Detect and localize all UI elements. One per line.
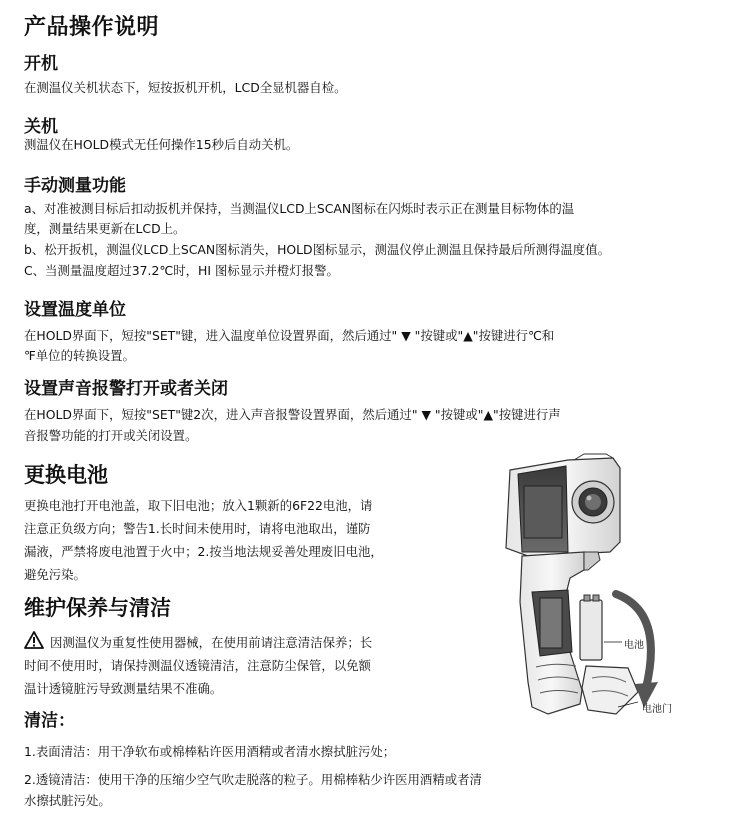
temp-unit-line-2: ℉单位的转换设置。 — [24, 348, 135, 363]
battery-line-1: 更换电池打开电池盖，取下旧电池；放入1颗新的6F22电池，请 — [24, 498, 373, 513]
maintenance-heading: 维护保养与清洁 — [24, 596, 171, 620]
cleaning-line-3: 水擦拭脏污处。 — [24, 793, 111, 808]
cleaning-line-1: 1.表面清洁：用干净软布或棉棒粘许医用酒精或者清水擦拭脏污处； — [24, 744, 396, 759]
manual-line-4: C、当测量温度超过37.2℃时，HI 图标显示并橙灯报警。 — [24, 263, 339, 278]
cleaning-line-2: 2.透镜清洁：使用干净的压缩少空气吹走脱落的粒子。用棉棒粘少许医用酒精或者清 — [24, 772, 482, 787]
battery-label: 电池 — [624, 640, 644, 651]
battery-line-3: 漏液，严禁将废电池置于火中；2.按当地法规妥善处理废旧电池， — [24, 544, 383, 559]
maintenance-line-2: 时间不使用时，请保持测温仪透镜清洁，注意防尘保管，以免额 — [24, 658, 371, 673]
sound-alarm-line-1: 在HOLD界面下，短按"SET"键2次，进入声音报警设置界面，然后通过" ▼ "按键或"▲"按键进行声 — [24, 407, 561, 422]
page-title: 产品操作说明 — [24, 15, 160, 40]
manual-line-1: a、对准被测目标后扣动扳机并保持，当测温仪LCD上SCAN图标在闪烁时表示正在测量目标物体的温 — [24, 201, 575, 216]
manual-line-2: 度，测量结果更新在LCD上。 — [24, 221, 186, 236]
maintenance-line-3: 温计透镜脏污导致测量结果不准确。 — [24, 681, 223, 696]
warning-icon — [24, 631, 44, 649]
thermometer-device-illustration — [488, 452, 738, 737]
temp-unit-heading: 设置温度单位 — [24, 300, 126, 320]
battery-line-4: 避免污染。 — [24, 567, 86, 582]
power-off-heading: 关机 — [24, 117, 58, 137]
battery-door-label: 电池门 — [642, 704, 672, 715]
power-on-text: 在测温仪关机状态下，短按扳机开机，LCD全显机器自检。 — [24, 80, 347, 95]
sound-alarm-line-2: 音报警功能的打开或关闭设置。 — [24, 428, 198, 443]
maintenance-line-1: 因测温仪为重复性使用器械，在使用前请注意清洁保养；长 — [50, 635, 373, 650]
battery-heading: 更换电池 — [24, 463, 108, 487]
power-off-text: 测温仪在HOLD模式无任何操作15秒后自动关机。 — [24, 137, 299, 152]
cleaning-heading: 清洁： — [24, 711, 75, 731]
manual-measure-heading: 手动测量功能 — [24, 176, 126, 196]
manual-line-3: b、松开扳机，测温仪LCD上SCAN图标消失，HOLD图标显示，测温仪停止测温且保持最后所测得温度值。 — [24, 242, 610, 257]
battery-line-2: 注意正负级方向；警告1.长时间未使用时，请将电池取出，谨防 — [24, 521, 371, 536]
power-on-heading: 开机 — [24, 54, 58, 74]
sound-alarm-heading: 设置声音报警打开或者关闭 — [24, 379, 228, 399]
temp-unit-line-1: 在HOLD界面下，短按"SET"键，进入温度单位设置界面，然后通过" ▼ "按键或"▲"按键进行℃和 — [24, 328, 555, 343]
